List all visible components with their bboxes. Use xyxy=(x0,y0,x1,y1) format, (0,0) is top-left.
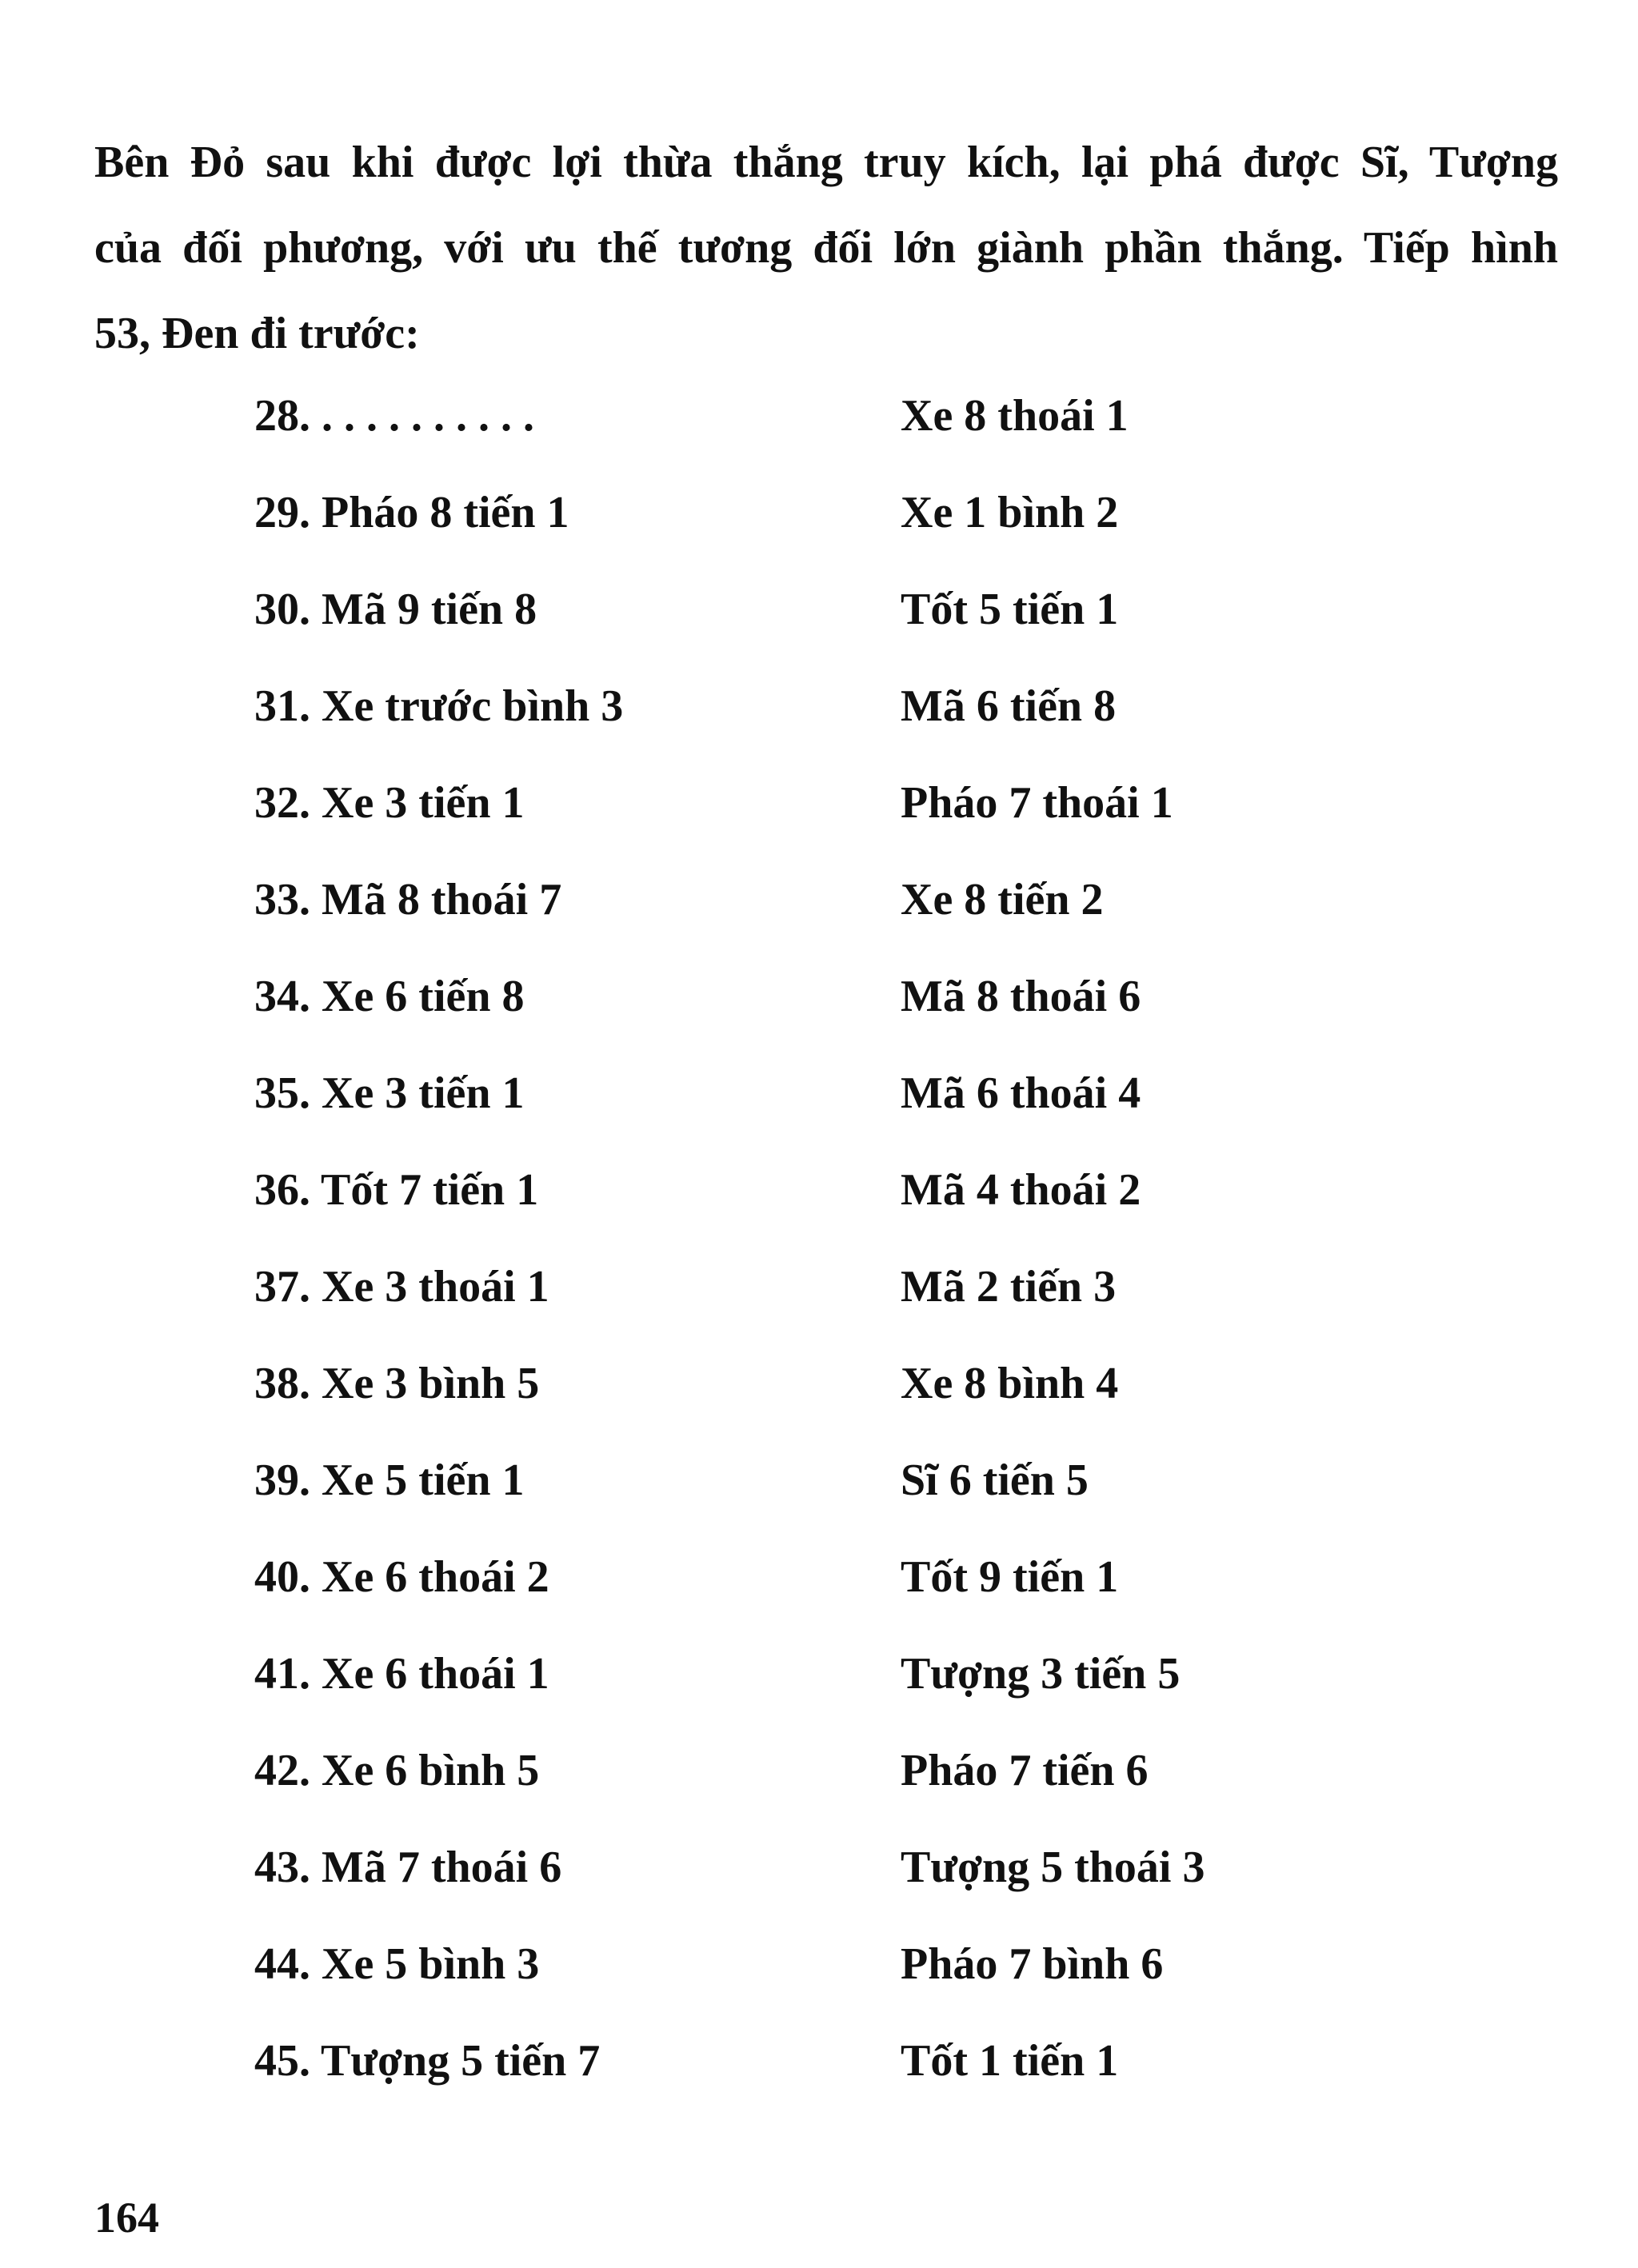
black-move: Tượng 3 tiến 5 xyxy=(901,1649,1181,1699)
black-move: Tốt 9 tiến 1 xyxy=(901,1552,1119,1602)
black-move: Mã 4 thoái 2 xyxy=(901,1165,1141,1215)
move-row xyxy=(254,481,1294,577)
black-move: Pháo 7 bình 6 xyxy=(901,1939,1164,1989)
red-move: 40. Xe 6 thoái 2 xyxy=(254,1552,549,1602)
moves-list xyxy=(254,384,1294,2126)
black-move: Xe 8 bình 4 xyxy=(901,1359,1119,1408)
red-move: 41. Xe 6 thoái 1 xyxy=(254,1649,549,1699)
move-row xyxy=(254,868,1294,964)
intro-line: Bên Đỏ sau khi được lợi thừa thắng truy kích, lại phá được Sĩ, Tượng xyxy=(94,138,1558,187)
move-row xyxy=(254,1835,1294,1932)
move-row xyxy=(254,384,1294,481)
black-move: Xe 8 thoái 1 xyxy=(901,391,1129,441)
red-move: 33. Mã 8 thoái 7 xyxy=(254,875,562,924)
black-move: Pháo 7 thoái 1 xyxy=(901,778,1173,828)
black-move: Mã 2 tiến 3 xyxy=(901,1262,1117,1312)
red-move: 31. Xe trước bình 3 xyxy=(254,681,624,731)
red-move: 37. Xe 3 thoái 1 xyxy=(254,1262,549,1312)
move-row xyxy=(254,771,1294,868)
move-row xyxy=(254,1061,1294,1158)
red-move: 32. Xe 3 tiến 1 xyxy=(254,778,525,828)
move-row xyxy=(254,1255,1294,1352)
red-move: 38. Xe 3 bình 5 xyxy=(254,1359,540,1408)
move-row xyxy=(254,1739,1294,1835)
black-move: Mã 8 thoái 6 xyxy=(901,972,1141,1021)
red-move: 44. Xe 5 bình 3 xyxy=(254,1939,540,1989)
intro-paragraph xyxy=(94,120,1558,377)
move-row xyxy=(254,1448,1294,1545)
move-row xyxy=(254,1642,1294,1739)
black-move: Pháo 7 tiến 6 xyxy=(901,1746,1149,1795)
move-row xyxy=(254,1158,1294,1255)
red-move: 34. Xe 6 tiến 8 xyxy=(254,972,525,1021)
red-move: 28. . . . . . . . . . . xyxy=(254,391,534,441)
black-move: Mã 6 thoái 4 xyxy=(901,1068,1141,1118)
move-row xyxy=(254,674,1294,771)
page-number: 164 xyxy=(94,2194,159,2242)
move-row xyxy=(254,1932,1294,2029)
move-row xyxy=(254,1545,1294,1642)
intro-line: của đối phương, với ưu thế tương đối lớn giành phần thắng. Tiếp hình xyxy=(94,223,1558,273)
move-row xyxy=(254,577,1294,674)
black-move: Mã 6 tiến 8 xyxy=(901,681,1117,731)
red-move: 39. Xe 5 tiến 1 xyxy=(254,1455,525,1505)
move-row xyxy=(254,964,1294,1061)
red-move: 29. Pháo 8 tiến 1 xyxy=(254,488,569,537)
red-move: 45. Tượng 5 tiến 7 xyxy=(254,2036,601,2086)
move-row xyxy=(254,1352,1294,1448)
black-move: Tốt 1 tiến 1 xyxy=(901,2036,1119,2086)
intro-line: 53, Đen đi trước: xyxy=(94,309,420,358)
red-move: 36. Tốt 7 tiến 1 xyxy=(254,1165,539,1215)
red-move: 30. Mã 9 tiến 8 xyxy=(254,585,537,634)
black-move: Xe 8 tiến 2 xyxy=(901,875,1104,924)
black-move: Tốt 5 tiến 1 xyxy=(901,585,1119,634)
black-move: Xe 1 bình 2 xyxy=(901,488,1119,537)
red-move: 42. Xe 6 bình 5 xyxy=(254,1746,540,1795)
red-move: 35. Xe 3 tiến 1 xyxy=(254,1068,525,1118)
black-move: Sĩ 6 tiến 5 xyxy=(901,1455,1089,1505)
red-move: 43. Mã 7 thoái 6 xyxy=(254,1843,562,1892)
black-move: Tượng 5 thoái 3 xyxy=(901,1843,1205,1892)
move-row xyxy=(254,2029,1294,2126)
